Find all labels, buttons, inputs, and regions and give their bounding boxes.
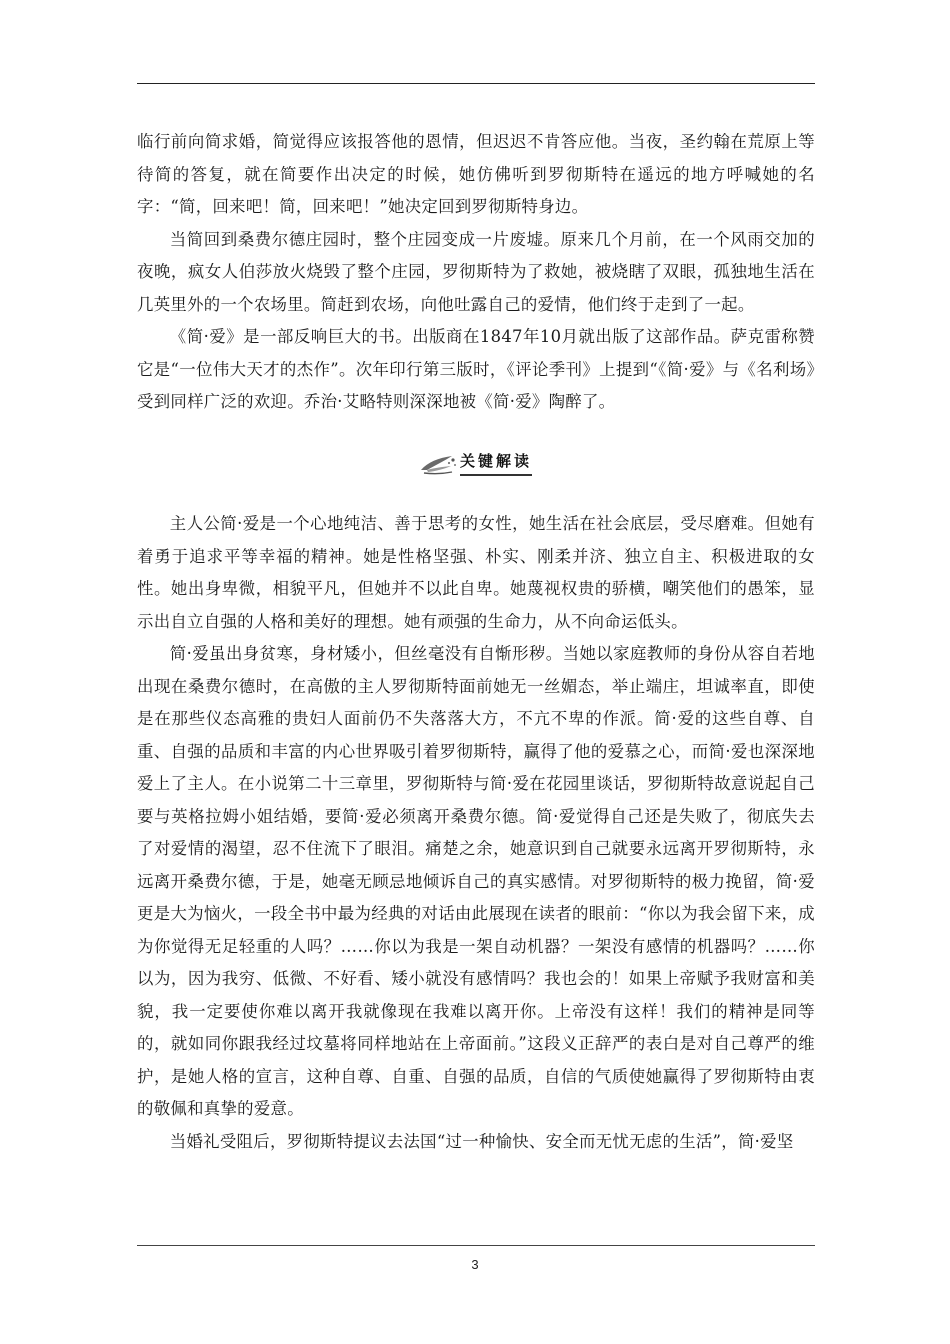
analysis-paragraph-1: 主人公简·爱是一个心地纯洁、善于思考的女性，她生活在社会底层，受尽磨难。但她有着勇于追求平等幸福的精神。她是性格坚强、朴实、刚柔并济、独立自主、积极进取的女性。她出身卑微，相貌平凡，但她并不以此自卑。她蔑视权贵的骄横，嘲笑他们的愚笨，显示出自立自强的人格和美好的理想。她有顽强的生命力，从不向命运低头。 (137, 514, 815, 631)
intro-paragraph-1: 临行前向简求婚，简觉得应该报答他的恩情，但迟迟不肯答应他。当夜，圣约翰在荒原上等待简的答复，就在简要作出决定的时候，她仿佛听到罗彻斯特在遥远的地方呼喊她的名字：“简，回来吧！简，回来吧！”她决定回到罗彻斯特身边。 (137, 132, 815, 216)
analysis-paragraph-2: 简·爱虽出身贫寒，身材矮小，但丝毫没有自惭形秽。当她以家庭教师的身份从容自若地出现在桑费尔德时，在高傲的主人罗彻斯特面前她无一丝媚态，举止端庄，坦诚率直，即使是在那些仪态高雅的贵妇人面前仍不失落落大方，不亢不卑的作派。简·爱的这些自尊、自重、自强的品质和丰富的内心世界吸引着罗彻斯特，赢得了他的爱慕之心，而简·爱也深深地爱上了主人。在小说第二十三章里，罗彻斯特与简·爱在花园里谈话，罗彻斯特故意说起自己要与英格拉姆小姐结婚，要简·爱必须离开桑费尔德。简·爱觉得自己还是失败了，彻底失去了对爱情的渴望，忍不住流下了眼泪。痛楚之余，她意识到自己就要永远离开罗彻斯特，永远离开桑费尔德，于是，她毫无顾忌地倾诉自己的真实感情。对罗彻斯特的极力挽留，简·爱更是大为恼火，一段全书中最为经典的对话由此展现在读者的眼前：“你以为我会留下来，成为你觉得无足轻重的人吗？……你以为我是一架自动机器？一架没有感情的机器吗？……你以为，因为我穷、低微、不好看、矮小就没有感情吗？我也会的！如果上帝赋予我财富和美貌，我一定要使你难以离开我就像现在我难以离开你。上帝没有这样！我们的精神是同等的，就如同你跟我经过坟墓将同样地站在上帝面前。”这段义正辞严的表白是对自己尊严的维护，是她人格的宣言，这种自尊、自重、自强的品质，自信的气质使她赢得了罗彻斯特由衷的敬佩和真挚的爱意。 (137, 644, 815, 1118)
analysis-text-block (137, 508, 815, 1158)
intro-text-block (137, 126, 815, 419)
footer-rule (137, 1245, 815, 1246)
intro-paragraph-2: 当简回到桑费尔德庄园时，整个庄园变成一片废墟。原来几个月前，在一个风雨交加的夜晚，疯女人伯莎放火烧毁了整个庄园，罗彻斯特为了救她，被烧瞎了双眼，孤独地生活在几英里外的一个农场里。简赶到农场，向他吐露自己的爱情，他们终于走到了一起。 (137, 229, 815, 314)
intro-paragraph-3: 《简·爱》是一部反响巨大的书。出版商在1847年10月就出版了这部作品。萨克雷称赞它是“一位伟大天才的杰作”。次年印行第三版时，《评论季刊》上提到“《简·爱》与《名利场》受到同样广泛的欢迎。乔治·艾略特则深深地被《简·爱》陶醉了。 (137, 327, 815, 411)
section-title: 关键解读 (460, 450, 532, 476)
header-rule (137, 83, 815, 84)
section-header (0, 447, 950, 481)
quill-ornament-icon (418, 450, 458, 478)
page-number: 3 (471, 1257, 479, 1272)
analysis-paragraph-3: 当婚礼受阻后，罗彻斯特提议去法国“过一种愉快、安全而无忧无虑的生活”，简·爱坚 (169, 1131, 794, 1151)
